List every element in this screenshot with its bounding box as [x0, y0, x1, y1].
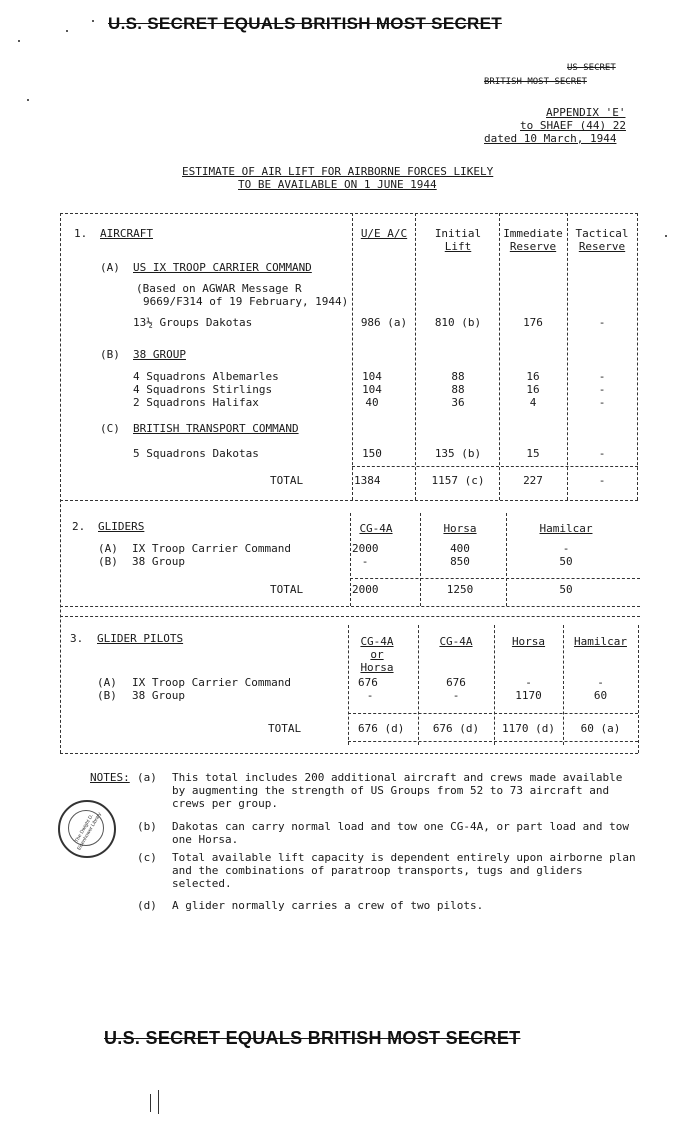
- section2-heading: GLIDERS: [98, 520, 145, 533]
- note-key-c: (c): [137, 851, 157, 864]
- cell-c3-total: 1170 (d): [502, 722, 555, 735]
- section2-row-b-label: (B): [98, 555, 118, 568]
- section3-row-a-label: (A): [97, 676, 117, 689]
- cell-cg4a: 2000: [352, 542, 379, 555]
- cell-immediate: 176: [523, 316, 543, 329]
- cell-cg4a-total: 2000: [352, 583, 379, 596]
- section1-heading: AIRCRAFT: [100, 227, 153, 240]
- col-header-cg4a: CG-4A: [439, 635, 473, 648]
- group-c-label: (C): [100, 422, 120, 435]
- section3-number: 3.: [70, 632, 84, 645]
- group-a-basis-line2: 9669/F314 of 19 February, 1944): [143, 295, 349, 308]
- group-a-title: US IX TROOP CARRIER COMMAND: [133, 261, 312, 274]
- col-header-horsa: Horsa: [443, 522, 477, 535]
- note-text-d: A glider normally carries a crew of two pilots.: [172, 899, 484, 912]
- cell-initial: 36: [451, 396, 465, 409]
- cell-c2: 676: [446, 676, 466, 689]
- cell-ue: 986 (a): [360, 316, 408, 329]
- cell-hamilcar: 50: [559, 555, 573, 568]
- cell-c2-total: 676 (d): [432, 722, 480, 735]
- cell-c4: -: [597, 676, 604, 689]
- cell-tactical: -: [598, 396, 606, 409]
- appendix-date: dated 10 March, 1944: [484, 132, 617, 145]
- cell-ue-total: 1384: [354, 474, 381, 487]
- table-row: 5 Squadrons Dakotas: [133, 447, 259, 460]
- cell-horsa: 850: [450, 555, 470, 568]
- note-key-d: (d): [137, 899, 157, 912]
- cell-tactical: -: [598, 447, 606, 460]
- section3-row-b-label: (B): [97, 689, 117, 702]
- cell-immediate-total: 227: [523, 474, 543, 487]
- group-a-label: (A): [100, 261, 120, 274]
- cell-tactical: -: [598, 370, 606, 383]
- document-title-line2: TO BE AVAILABLE ON 1 JUNE 1944: [238, 178, 437, 191]
- col-header-ue-ac: U/E A/C: [360, 227, 408, 240]
- cell-tactical: -: [598, 383, 606, 396]
- group-a-basis-line1: (Based on AGWAR Message R: [136, 282, 302, 295]
- cell-c4-total: 60 (a): [580, 722, 621, 735]
- group-b-title: 38 GROUP: [133, 348, 186, 361]
- cell-hamilcar: -: [562, 542, 570, 555]
- cell-ue: 104: [362, 370, 382, 383]
- cell-tactical: -: [598, 316, 606, 329]
- note-text-c: Total available lift capacity is dependent entirely upon airborne plan and the combinations of paratroop transports, tugs and gliders selected.: [172, 851, 636, 890]
- cell-ue: 150: [362, 447, 382, 460]
- top-classification-stamp: U.S. SECRET EQUALS BRITISH MOST SECRET: [108, 14, 502, 33]
- cell-initial-total: 1157 (c): [431, 474, 485, 487]
- library-seal-icon: The Dwight D. Eisenhower Library: [58, 800, 116, 858]
- table-row: 13½ Groups Dakotas: [133, 316, 253, 329]
- note-key-a: (a): [137, 771, 157, 784]
- table-row: 2 Squadrons Halifax: [133, 396, 259, 409]
- bottom-classification-stamp: U.S. SECRET EQUALS BRITISH MOST SECRET: [104, 1028, 521, 1048]
- col-header-cg4a: CG-4A: [359, 522, 393, 535]
- cell-immediate: 15: [526, 447, 540, 460]
- cell-ue: 40: [365, 396, 379, 409]
- cell-c1: -: [366, 689, 374, 702]
- british-most-secret-marking: BRITISH MOST SECRET: [484, 77, 587, 87]
- group-c-title: BRITISH TRANSPORT COMMAND: [133, 422, 299, 435]
- cell-c3: -: [525, 676, 532, 689]
- col-header-hamilcar: Hamilcar: [574, 635, 627, 648]
- col-header-horsa: Horsa: [511, 635, 546, 648]
- col-header-immediate-reserve: Immediate Reserve: [503, 227, 563, 253]
- cell-immediate: 16: [526, 383, 540, 396]
- cell-horsa: 400: [450, 542, 470, 555]
- section1-total-label: TOTAL: [270, 474, 304, 487]
- table-row: 38 Group: [132, 689, 185, 702]
- cell-initial: 88: [451, 383, 465, 396]
- document-title-line1: ESTIMATE OF AIR LIFT FOR AIRBORNE FORCES LIKELY: [182, 165, 494, 178]
- appendix-reference: to SHAEF (44) 22: [520, 119, 626, 132]
- section3-heading: GLIDER PILOTS: [97, 632, 184, 645]
- cell-ue: 104: [362, 383, 382, 396]
- table-row: 4 Squadrons Stirlings: [133, 383, 273, 396]
- cell-initial: 135 (b): [434, 447, 482, 460]
- cell-horsa-total: 1250: [446, 583, 474, 596]
- cell-immediate: 16: [526, 370, 540, 383]
- cell-initial: 810 (b): [434, 316, 482, 329]
- section3-total-label: TOTAL: [268, 722, 302, 735]
- section2-row-a-label: (A): [98, 542, 118, 555]
- group-b-label: (B): [100, 348, 120, 361]
- cell-initial: 88: [451, 370, 465, 383]
- cell-c4: 60: [593, 689, 608, 702]
- cell-cg4a: -: [361, 555, 369, 568]
- cell-tactical-total: -: [598, 474, 606, 487]
- col-header-tactical-reserve: Tactical Reserve: [575, 227, 629, 253]
- cell-c1: 676: [358, 676, 378, 689]
- cell-c1-total: 676 (d): [358, 722, 405, 735]
- col-header-initial-lift: Initial Lift: [434, 227, 482, 253]
- section2-number: 2.: [72, 520, 86, 533]
- col-header-hamilcar: Hamilcar: [539, 522, 593, 535]
- table-row: IX Troop Carrier Command: [132, 542, 291, 555]
- note-text-b: Dakotas can carry normal load and tow one CG-4A, or part load and tow one Horsa.: [172, 820, 629, 846]
- section2-total-label: TOTAL: [270, 583, 304, 596]
- note-key-b: (b): [137, 820, 157, 833]
- appendix-label: APPENDIX 'E': [546, 106, 626, 119]
- us-secret-marking: US SECRET: [567, 63, 616, 73]
- table-row: 38 Group: [132, 555, 185, 568]
- note-text-a: This total includes 200 additional aircraft and crews made available by augmenting the strength of US Groups from 52 to 73 aircraft and crews per group.: [172, 771, 623, 810]
- cell-immediate: 4: [529, 396, 537, 409]
- col-header-cg4a-or-horsa: CG-4A or Horsa: [360, 635, 394, 674]
- table-row: IX Troop Carrier Command: [132, 676, 291, 689]
- cell-c2: -: [452, 689, 460, 702]
- cell-hamilcar-total: 50: [559, 583, 573, 596]
- section1-number: 1.: [74, 227, 88, 240]
- notes-label: NOTES:: [90, 771, 130, 784]
- cell-c3: 1170: [515, 689, 542, 702]
- table-row: 4 Squadrons Albemarles: [133, 370, 279, 383]
